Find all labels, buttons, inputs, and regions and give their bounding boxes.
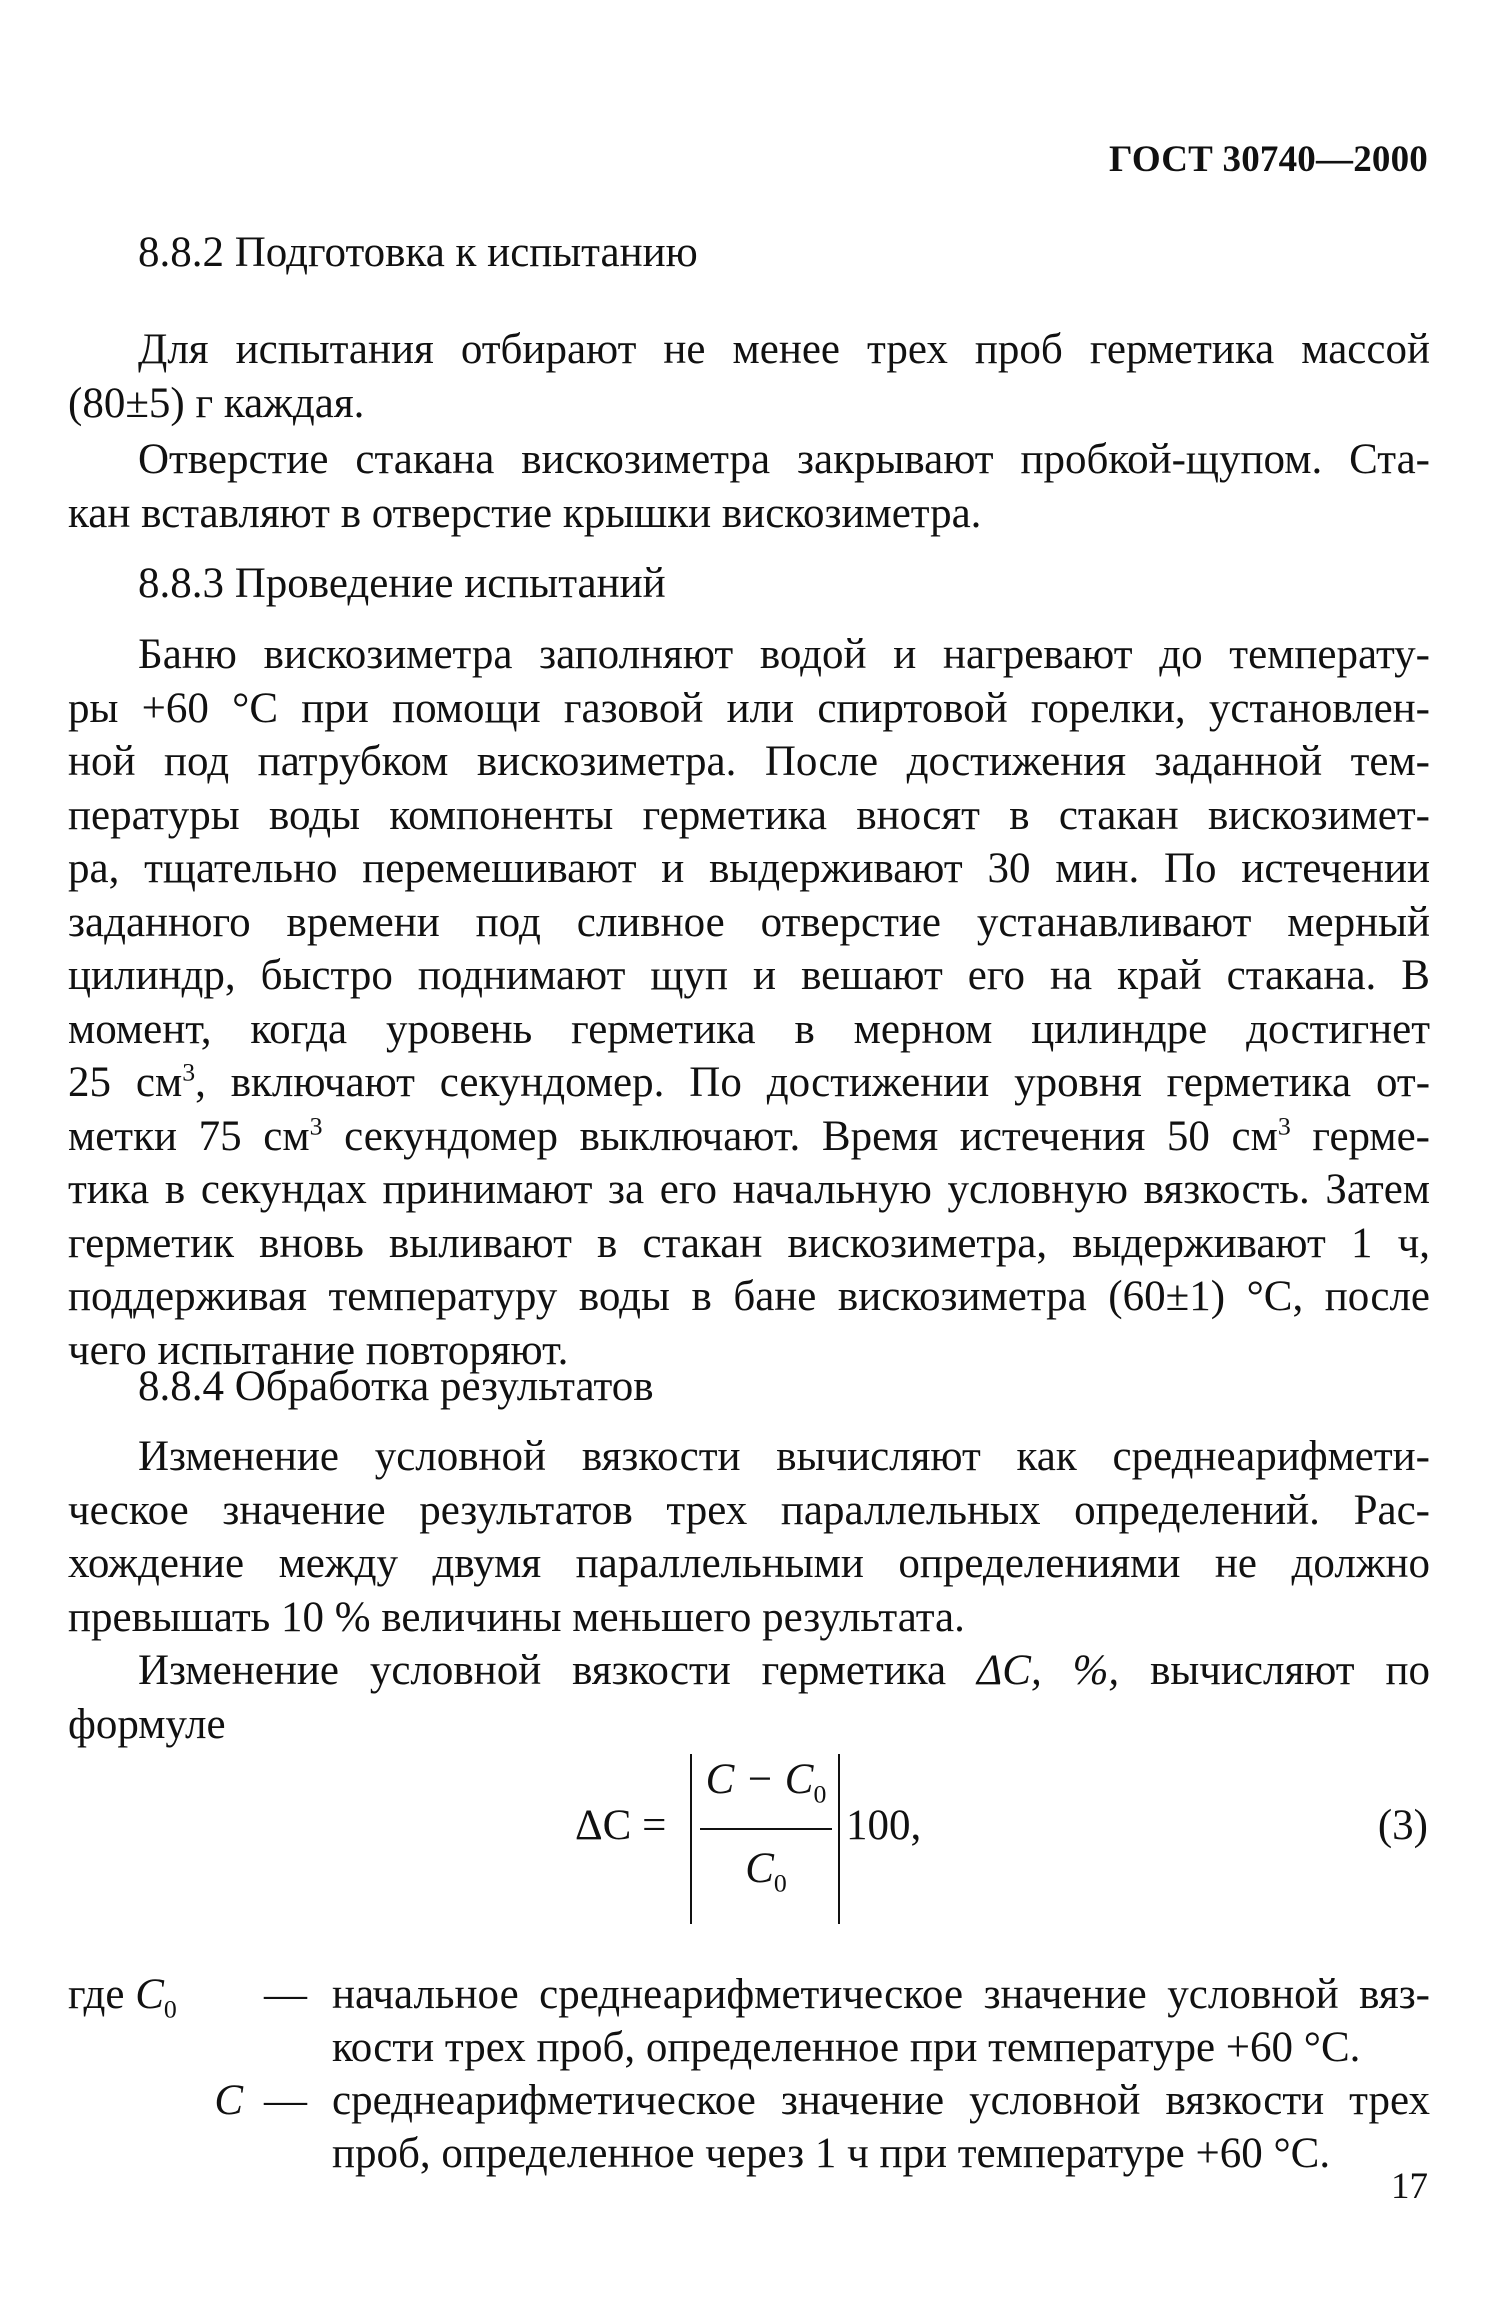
text-line: пературы воды компоненты герметика вносят в стакан вискозимет- bbox=[68, 791, 1430, 839]
text-line: метки 75 $см^3$ секундомер выключают. Время истечения 50 $см^3$ герме- bbox=[68, 1111, 1431, 1160]
text-line: Для испытания отбирают не менее трех проб герметика массой bbox=[138, 326, 1430, 373]
where-desc-c: среднеарифметическое значение условной вязкости трех проб, определенное через 1 ч при температуре +60 °С. bbox=[332, 2077, 1430, 2177]
text-line: чего испытание повторяют. bbox=[68, 1326, 569, 1374]
text-line: Изменение условной вязкости герметика ΔС, %, вычисляют по bbox=[138, 1647, 1431, 1694]
absolute-bar-right bbox=[838, 1754, 840, 1924]
where-dash: — bbox=[264, 1971, 307, 2018]
section-title-8-8-4: 8.8.4 Обработка результатов bbox=[138, 1363, 654, 1410]
paragraph-formula-intro bbox=[68, 1644, 1430, 1751]
text-line: заданного времени под сливное отверстие устанавливают мерный bbox=[68, 898, 1430, 946]
where-row-c bbox=[68, 2074, 1430, 2180]
section-title-8-8-3: 8.8.3 Проведение испытаний bbox=[138, 560, 666, 607]
where-key-c: С bbox=[214, 2077, 243, 2124]
formula-multiplier: 100, bbox=[846, 1802, 922, 1849]
text-line: Изменение условной вязкости вычисляют как среднеарифмети- bbox=[138, 1433, 1430, 1480]
text-line: ной под патрубком вискозиметра. После достижения заданной тем- bbox=[68, 738, 1430, 785]
text-line: момент, когда уровень герметика в мерном цилиндре достигнет bbox=[68, 1005, 1430, 1053]
formula-numerator: $С - С_0$ bbox=[705, 1756, 827, 1809]
text-line: превышать 10 % величины меньшего результата. bbox=[68, 1593, 965, 1641]
text-line: тика в секундах принимают за его начальную условную вязкость. Затем bbox=[68, 1166, 1430, 1213]
text-line: Отверстие стакана вискозиметра закрывают пробкой-щупом. Ста- bbox=[138, 436, 1430, 483]
text-line: Баню вискозиметра заполняют водой и нагревают до температу- bbox=[138, 631, 1430, 678]
fraction-bar bbox=[700, 1828, 832, 1830]
where-desc-c0: начальное среднеарифметическое значение условной вяз- кости трех проб, определенное при температуре +60 °С. bbox=[332, 1971, 1430, 2071]
paragraph-cup bbox=[68, 433, 1430, 540]
text-line: 25 $см^3$, включают секундомер. По достижении уровня герметика от- bbox=[68, 1057, 1431, 1106]
viscosity-change-formula bbox=[560, 1750, 920, 1930]
equation-number: (3) bbox=[1377, 1802, 1428, 1849]
page-number: 17 bbox=[1391, 2166, 1428, 2207]
section-title-8-8-2: 8.8.2 Подготовка к испытанию bbox=[138, 229, 698, 276]
paragraph-results bbox=[68, 1430, 1430, 1644]
absolute-bar-left bbox=[690, 1754, 692, 1924]
text-line: формуле bbox=[68, 1700, 226, 1748]
formula-lhs: ΔС = bbox=[575, 1802, 667, 1849]
text-line: ра, тщательно перемешивают и выдерживают 30 мин. По истечении bbox=[68, 845, 1430, 892]
text-line: хождение между двумя параллельными определениями не должно bbox=[68, 1540, 1430, 1587]
text-line: (80±5) г каждая. bbox=[68, 379, 365, 427]
text-line: герметик вновь выливают в стакан вискозиметра, выдерживают 1 ч, bbox=[68, 1219, 1430, 1267]
where-key-c0: где $С_0$ bbox=[68, 1971, 177, 2024]
text-line: цилиндр, быстро поднимают щуп и вешают его на край стакана. В bbox=[68, 952, 1430, 999]
where-dash: — bbox=[264, 2077, 307, 2124]
text-line: ческое значение результатов трех параллельных определений. Рас- bbox=[68, 1486, 1430, 1534]
standard-header: ГОСТ 30740—2000 bbox=[1109, 139, 1428, 180]
where-row-c0 bbox=[68, 1968, 1430, 2074]
text-line: поддерживая температуру воды в бане вискозиметра (60±1) °С, после bbox=[68, 1273, 1430, 1320]
paragraph-samples bbox=[68, 323, 1430, 430]
paragraph-procedure bbox=[68, 628, 1430, 1377]
text-line: ры +60 °С при помощи газовой или спиртовой горелки, установлен- bbox=[68, 684, 1430, 732]
where-block bbox=[68, 1968, 1430, 2180]
text-line: кан вставляют в отверстие крышки вискозиметра. bbox=[68, 489, 982, 537]
formula-denominator: $С_0$ bbox=[745, 1845, 787, 1898]
